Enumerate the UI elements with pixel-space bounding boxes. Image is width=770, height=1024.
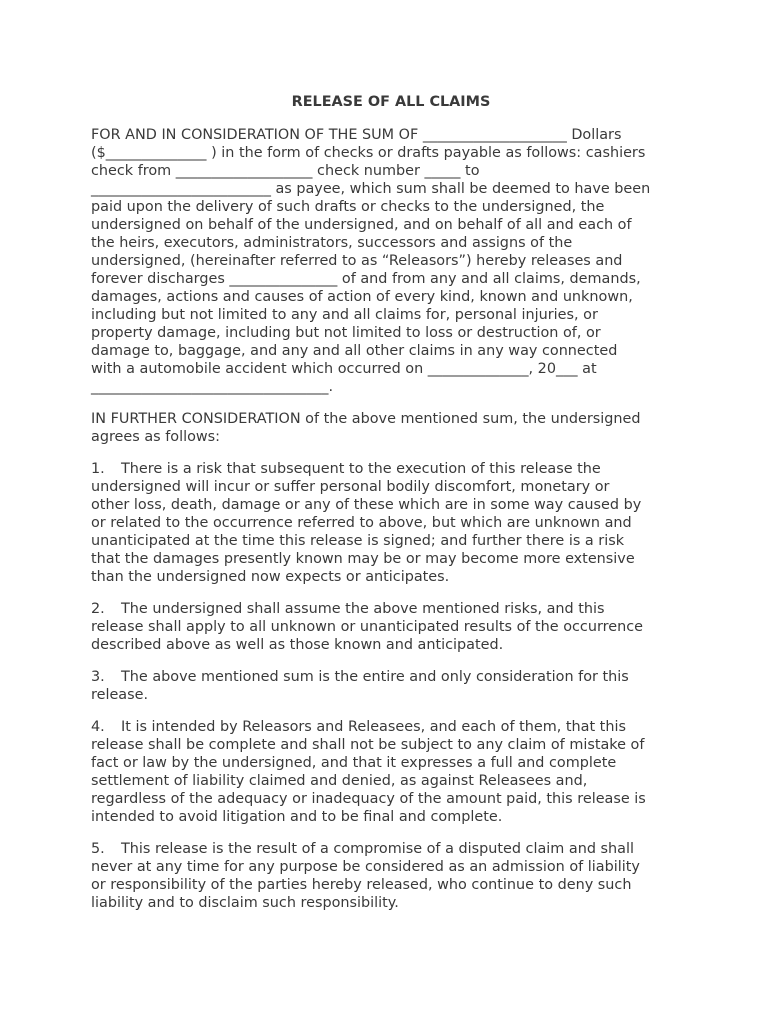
paragraph-line: paid upon the delivery of such drafts or checks to the undersigned, the	[91, 199, 605, 215]
paragraph-line: undersigned on behalf of the undersigned, and on behalf of all and each of	[91, 217, 632, 233]
document-body	[91, 92, 691, 926]
section-5	[91, 840, 691, 912]
paragraph-line: damages, actions and causes of action of every kind, known and unknown,	[91, 289, 633, 305]
further-consideration-paragraph	[91, 410, 691, 446]
section-line: fact or law by the undersigned, and that it expresses a full and complete	[91, 755, 617, 771]
section-number: 3.	[91, 669, 105, 685]
section-line: or related to the occurrence referred to above, but which are unknown and	[91, 515, 632, 531]
section-first-line	[91, 718, 691, 736]
section-number: 5.	[91, 841, 105, 857]
section-line: or responsibility of the parties hereby released, who continue to deny such	[91, 877, 632, 893]
section-line: There is a risk that subsequent to the execution of this release the	[121, 461, 601, 477]
section-line: The undersigned shall assume the above mentioned risks, and this	[121, 601, 605, 617]
section-line: undersigned will incur or suffer personal bodily discomfort, monetary or	[91, 479, 610, 495]
paragraph-line: the heirs, executors, administrators, successors and assigns of the	[91, 235, 573, 251]
section-line: release shall apply to all unknown or unanticipated results of the occurrence	[91, 619, 643, 635]
section-4	[91, 718, 691, 826]
paragraph-line: _________________________ as payee, which sum shall be deemed to have been	[91, 181, 651, 197]
section-line: This release is the result of a compromise of a disputed claim and shall	[121, 841, 634, 857]
paragraph-line: ($______________ ) in the form of checks or drafts payable as follows: cashiers	[91, 145, 646, 161]
section-number: 1.	[91, 461, 105, 477]
section-number: 2.	[91, 601, 105, 617]
section-line: described above as well as those known and anticipated.	[91, 637, 504, 653]
paragraph-line: FOR AND IN CONSIDERATION OF THE SUM OF ____________________ Dollars	[91, 127, 622, 143]
document-title: RELEASE OF ALL CLAIMS	[291, 94, 491, 110]
paragraph-line: IN FURTHER CONSIDERATION of the above mentioned sum, the undersigned	[91, 411, 641, 427]
section-line: release shall be complete and shall not be subject to any claim of mistake of	[91, 737, 645, 753]
section-line: settlement of liability claimed and denied, as against Releasees and,	[91, 773, 588, 789]
paragraph-line: property damage, including but not limited to loss or destruction of, or	[91, 325, 601, 341]
section-first-line	[91, 840, 691, 858]
section-first-line	[91, 668, 691, 686]
section-line: liability and to disclaim such responsibility.	[91, 895, 399, 911]
section-first-line	[91, 600, 691, 618]
section-line: never at any time for any purpose be considered as an admission of liability	[91, 859, 640, 875]
paragraph-line: check from ___________________ check number _____ to	[91, 163, 480, 179]
paragraph-line: agrees as follows:	[91, 429, 221, 445]
paragraph-line: _________________________________.	[91, 379, 334, 395]
paragraph-line: with a automobile accident which occurred on ______________, 20___ at	[91, 361, 597, 377]
paragraph-line: including but not limited to any and all claims for, personal injuries, or	[91, 307, 598, 323]
section-line: The above mentioned sum is the entire and only consideration for this	[121, 669, 629, 685]
section-line: unanticipated at the time this release is signed; and further there is a risk	[91, 533, 625, 549]
section-line: intended to avoid litigation and to be final and complete.	[91, 809, 503, 825]
section-number: 4.	[91, 719, 105, 735]
section-line: that the damages presently known may be or may become more extensive	[91, 551, 635, 567]
paragraph-line: forever discharges _______________ of and from any and all claims, demands,	[91, 271, 641, 287]
section-1	[91, 460, 691, 586]
paragraph-line: damage to, baggage, and any and all other claims in any way connected	[91, 343, 618, 359]
section-3	[91, 668, 691, 704]
section-2	[91, 600, 691, 654]
consideration-paragraph	[91, 126, 691, 396]
section-line: release.	[91, 687, 149, 703]
paragraph-line: undersigned, (hereinafter referred to as “Releasors”) hereby releases and	[91, 253, 623, 269]
section-line: regardless of the adequacy or inadequacy of the amount paid, this release is	[91, 791, 646, 807]
section-line: It is intended by Releasors and Releasees, and each of them, that this	[121, 719, 626, 735]
section-line: than the undersigned now expects or anticipates.	[91, 569, 450, 585]
section-first-line	[91, 460, 691, 478]
section-line: other loss, death, damage or any of these which are in some way caused by	[91, 497, 642, 513]
